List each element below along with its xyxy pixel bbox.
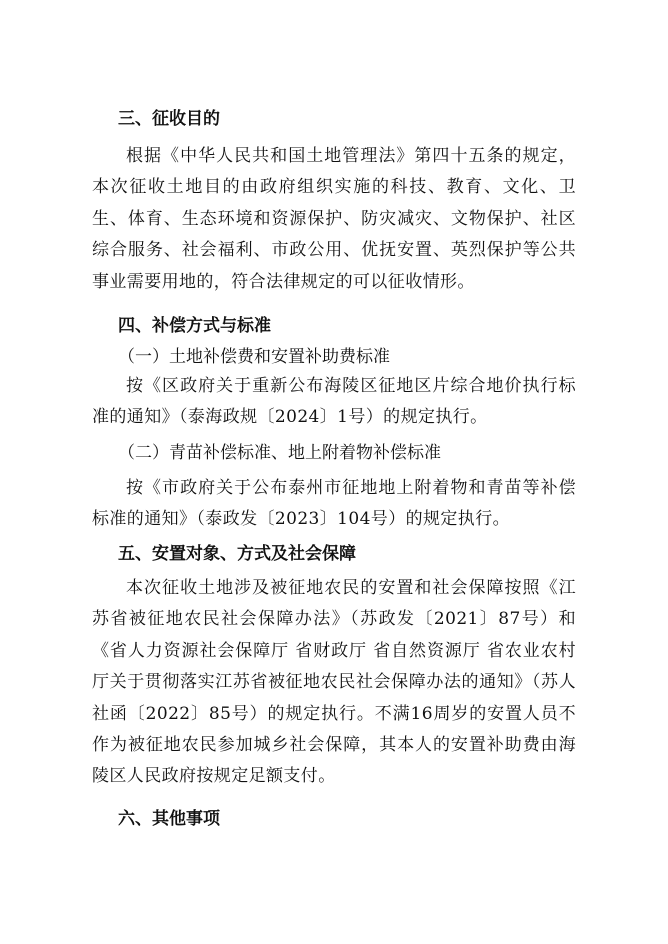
- subsection-title-land-compensation: （一）土地补偿费和安置补助费标准: [118, 347, 390, 367]
- section-heading-purpose: 三、征收目的: [118, 109, 220, 129]
- subsection-title-crop-compensation: （二）青苗补偿标准、地上附着物补偿标准: [118, 443, 441, 463]
- section-heading-resettlement: 五、安置对象、方式及社会保障: [118, 544, 356, 564]
- subsection-body-land-compensation: 按《区政府关于重新公布海陵区征地区片综合地价执行标准的通知》（泰海政规〔2024〕1号）的规定执行。: [92, 376, 576, 428]
- section-body-purpose: 根据《中华人民共和国土地管理法》第四十五条的规定，本次征收土地目的由政府组织实施的科技、教育、文化、卫生、体育、生态环境和资源保护、防灾减灾、文物保护、社区综合服务、社会福利、市政公用、优抚安置、英烈保护等公共事业需要用地的，符合法律规定的可以征收情形。: [92, 146, 576, 292]
- subsection-body-crop-compensation: 按《市政府关于公布泰州市征地地上附着物和青苗等补偿标准的通知》（泰政发〔2023〕104号）的规定执行。: [92, 478, 576, 530]
- section-heading-compensation: 四、补偿方式与标准: [118, 316, 271, 336]
- section-heading-other-matters: 六、其他事项: [118, 809, 220, 829]
- section-body-resettlement: 本次征收土地涉及被征地农民的安置和社会保障按照《江苏省被征地农民社会保障办法》（苏政发〔2021〕87号）和《省人力资源社会保障厅 省财政厅 省自然资源厅 省农业农村厅关于贯彻落实江苏省被征地农民社会保障办法的通知》（苏人社函〔2022〕85号）的规定执行。不满16周岁的安置人员不作为被征地农民参加城乡社会保障，其本人的安置补助费由海陵区人民政府按规定足额支付。: [92, 578, 576, 787]
